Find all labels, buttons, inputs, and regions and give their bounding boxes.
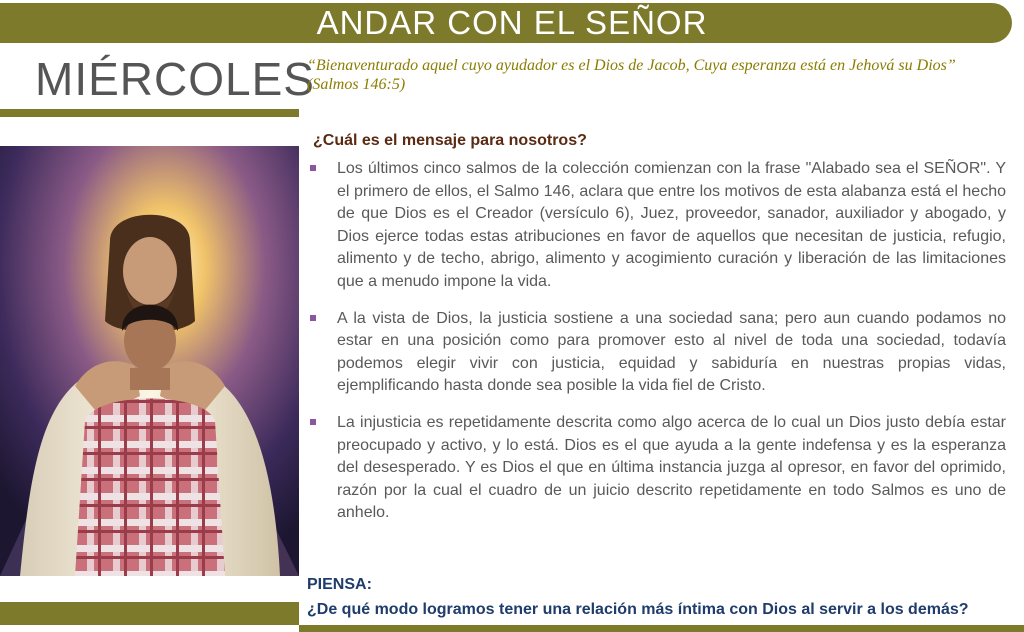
think-question: ¿De qué modo logramos tener una relación más íntima con Dios al servir a los demás? xyxy=(307,601,969,618)
painting-illustration xyxy=(0,146,299,576)
bullet-item xyxy=(310,308,1006,398)
page-title: ANDAR CON EL SEÑOR xyxy=(316,4,708,41)
think-label: PIENSA: xyxy=(307,576,372,593)
verse-block xyxy=(307,56,1007,94)
bottom-band-left xyxy=(0,602,299,625)
bullet-square-icon xyxy=(310,315,316,321)
bullet-square-icon xyxy=(310,165,316,171)
verse-text: “Bienaventurado aquel cuyo ayudador es el Dios de Jacob, Cuya esperanza está en Jehová su Dios” xyxy=(307,57,956,74)
jesus-embrace-painting xyxy=(0,146,299,576)
bullet-text: A la vista de Dios, la justicia sostiene a una sociedad sana; pero aun cuando podamos no estar en una posición como para promover esto al nivel de toda una sociedad, todavía podemos elegir vivir con justicia, equidad y sabiduría en nuestras propias vidas, ejemplificando hasta donde sea posible la vida fiel de Cristo. xyxy=(337,309,1006,395)
day-divider xyxy=(0,109,299,117)
verse-reference: (Salmos 146:5) xyxy=(307,76,406,93)
bottom-band xyxy=(299,625,1024,632)
bullet-item xyxy=(310,412,1006,525)
bullet-text: Los últimos cinco salmos de la colección comienzan con la frase "Alabado sea el SEÑOR". Y el primero de ellos, el Salmo 146, aclara que entre los motivos de esta alabanza está el hecho de que Dios es el Creador (versículo 6), Juez, proveedor, sanador, auxiliador y abogado, y Dios ejerce todas estas atribuciones en favor de aquellos que necesitan de justicia, refugio, alimento y de techo, abrigo, alimento y acogimiento curación y liberación de las limitaciones que a menudo impone la vida. xyxy=(337,160,1006,290)
day-title: MIÉRCOLES xyxy=(35,53,315,105)
section-heading: ¿Cuál es el mensaje para nosotros? xyxy=(313,132,587,149)
bullet-item xyxy=(310,158,1006,294)
bullet-square-icon xyxy=(310,419,316,425)
bullet-text: La injusticia es repetidamente descrita como algo acerca de lo cual un Dios justo debía estar preocupado y activo, y lo está. Dios es el que ayuda a la gente indefensa y es la esperanza del desesperado. Y es Dios el que en última instancia juzga al opresor, en favor del oprimido, razón por la cual el cuadro de un juicio descrito repetidamente en todo Salmos es uno de anhelo. xyxy=(337,413,1006,522)
message-bullets xyxy=(310,158,1006,539)
